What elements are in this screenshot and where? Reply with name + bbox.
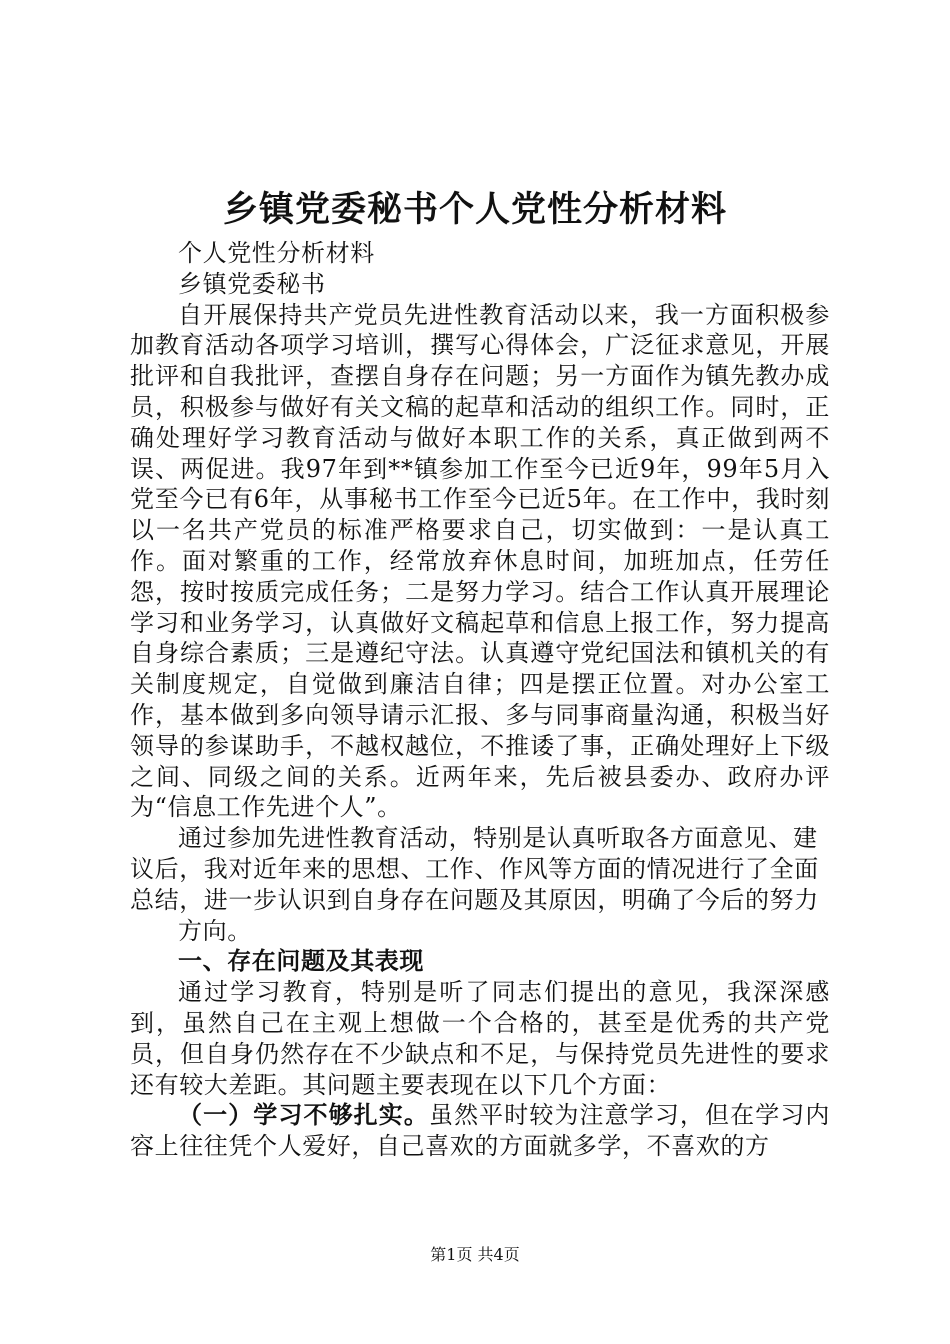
- document-title: 乡镇党委秘书个人党性分析材料: [222, 189, 727, 230]
- paragraph-problems-intro: 通过学习教育，特别是听了同志们提出的意见，我深深感到，虽然自己在主观上想做一个合格的，甚至是优秀的共产党员，但自身仍然存在不少缺点和不足，与保持党员先进性的要求还有较大差距。其问题主要表现在以下几个方面：: [130, 978, 830, 1099]
- subtitle-line: 个人党性分析材料: [178, 239, 375, 267]
- subsection-heading-study: （一）学习不够扎实。: [178, 1101, 429, 1130]
- paragraph-summary: 通过参加先进性教育活动，特别是认真听取各方面意见、建议后，我对近年来的思想、工作、作风等方面的情况进行了全面总结，进一步认识到自身存在问题及其原因，明确了今后的努力: [130, 824, 819, 914]
- paragraph-study-text: 虽然平时较为注意学习，但在学习内容上往往凭个人爱好，自己喜欢的方面就多学，不喜欢的方: [130, 1101, 831, 1161]
- paragraph-intro: 自开展保持共产党员先进性教育活动以来，我一方面积极参加教育活动各项学习培训，撰写心得体会，广泛征求意见，开展批评和自我批评，查摆自身存在问题；另一方面作为镇先教办成员，积极参与做好有关文稿的起草和活动的组织工作。同时，正确处理好学习教育活动与做好本职工作的关系，真正做到两不误、两促进。我97年到**镇参加工作至今已近9年，99年5月入党至今已有6年，从事秘书工作至今已近5年。在工作中，我时刻以一名共产党员的标准严格要求自己，切实做到：一是认真工作。面对繁重的工作，经常放弃休息时间，加班加点，任劳任怨，按时按质完成任务；二是努力学习。结合工作认真开展理论学习和业务学习，认真做好文稿起草和信息上报工作，努力提高自身综合素质；三是遵纪守法。认真遵守党纪国法和镇机关的有关制度规定，自觉做到廉洁自律；四是摆正位置。对办公室工作，基本做到多向领导请示汇报、多与同事商量沟通，积极当好领导的参谋助手，不越权越位，不推诿了事，正确处理好上下级之间、同级之间的关系。近两年来，先后被县委办、政府办评为“信息工作先进个人”。: [130, 300, 830, 822]
- document-body: [130, 238, 830, 1162]
- author-line: 乡镇党委秘书: [178, 269, 326, 298]
- paragraph-summary-continued: 方向。: [178, 916, 252, 945]
- paragraph-study: [130, 1100, 830, 1162]
- section-heading-problems: 一、存在问题及其表现: [178, 947, 424, 976]
- page-footer: 第1页 共4页: [430, 1245, 520, 1264]
